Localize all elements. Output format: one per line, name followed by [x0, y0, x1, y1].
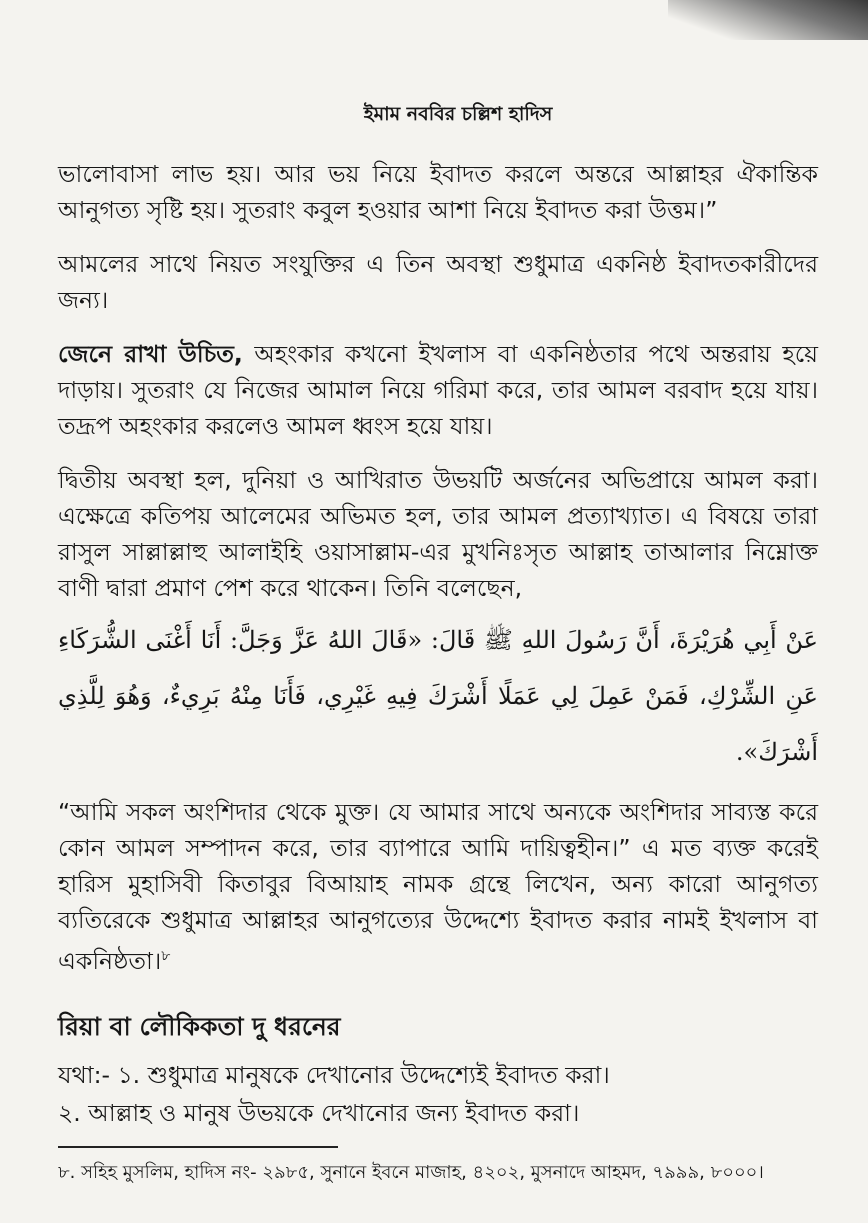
paragraph-3	[58, 336, 818, 444]
footnote: ৮. সহিহ মুসলিম, হাদিস নং- ২৯৮৫, সুনানে ইবনে মাজাহ, ৪২০২, মুসনাদে আহমদ, ৭৯৯৯, ৮০০০।	[58, 1161, 764, 1183]
running-header: ইমাম নববির চল্লিশ হাদিস	[363, 103, 553, 125]
paragraph-4: দ্বিতীয় অবস্থা হল, দুনিয়া ও আখিরাত উভয়টি অর্জনের অভিপ্রায়ে আমল করা। এক্ষেত্রে কতিপয় আলেমের অভিমত হল, তার আমল প্রত্যাখ্যাত। এ বিষয়ে তারা রাসুল সাল্লাল্লাহু আলাইহি ওয়াসাল্লাম-এর মুখনিঃসৃত আল্লাহ তাআলার নিম্নোক্ত বাণী দ্বারা প্রমাণ পেশ করে থাকেন। তিনি বলেছেন,	[58, 466, 818, 602]
list-item-1: যথা:- ১. শুধুমাত্র মানুষকে দেখানোর উদ্দেশ্যেই ইবাদত করা।	[58, 1060, 610, 1089]
paragraph-5-body: “আমি সকল অংশিদার থেকে মুক্ত। যে আমার সাথে অন্যকে অংশিদার সাব্যস্ত করে কোন আমল সম্পাদন করে, তার ব্যাপারে আমি দায়িত্বহীন।” এ মত ব্যক্ত করেই হারিস মুহাসিবী কিতাবুর বিআয়াহ নামক গ্রন্থে লিখেন, অন্য কারো আনুগত্য ব্যতিরেকে শুধুমাত্র আল্লাহর আনুগত্যের উদ্দেশ্যে ইবাদত করার নামই ইখলাস বা একনিষ্ঠতা।	[58, 798, 818, 975]
paragraph-1: ভালোবাসা লাভ হয়। আর ভয় নিয়ে ইবাদত করলে অন্তরে আল্লাহর ঐকান্তিক আনুগত্য সৃষ্টি হয়। সুতরাং কবুল হওয়ার আশা নিয়ে ইবাদত করা উত্তম।”	[58, 160, 818, 224]
list-item-2: ২. আল্লাহ ও মানুষ উভয়কে দেখানোর জন্য ইবাদত করা।	[58, 1098, 580, 1127]
paragraph-5	[58, 794, 818, 979]
paragraph-3-lead: জেনে রাখা উচিত,	[58, 340, 243, 368]
section-heading: রিয়া বা লৌকিকতা দু ধরনের	[58, 1011, 341, 1041]
paragraph-3-body: অহংকার কখনো ইখলাস বা একনিষ্ঠতার পথে অন্তরায় হয়ে দাড়ায়। সুতরাং যে নিজের আমাল নিয়ে গরিমা করে, তার আমল বরবাদ হয়ে যায়। তদ্রূপ অহংকার করলেও আমল ধ্বংস হয়ে যায়।	[58, 340, 818, 440]
page-corner-shadow	[668, 0, 868, 40]
footnote-marker: ৮	[161, 948, 171, 964]
book-page	[58, 100, 818, 1188]
footnote-divider	[58, 1146, 338, 1148]
paragraph-2: আমলের সাথে নিয়ত সংযুক্তির এ তিন অবস্থা শুধুমাত্র একনিষ্ঠ ইবাদতকারীদের জন্য।	[58, 250, 818, 314]
arabic-hadith: عَنْ أَبِي هُرَيْرَةَ، أَنَّ رَسُولَ اللهِ ﷺ قَالَ: «قَالَ اللهُ عَزَّ وَجَلَّ: أَنَا أَغْنَى الشُّرَكَاءِ عَنِ الشِّرْكِ، فَمَنْ عَمِلَ لِي عَمَلًا أَشْرَكَ فِيهِ غَيْرِي، فَأَنَا مِنْهُ بَرِيءٌ، وَهُوَ لِلَّذِي أَشْرَكَ».	[58, 626, 818, 766]
